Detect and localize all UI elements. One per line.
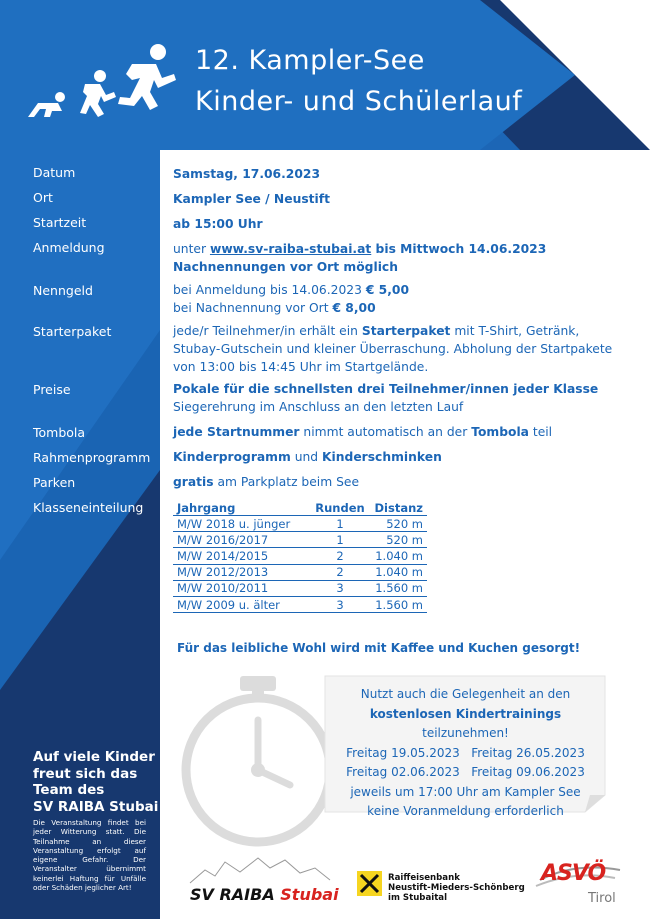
value-parken: gratis am Parkplatz beim See — [173, 475, 360, 489]
cell-runden: 1 — [311, 516, 369, 532]
value-startzeit: ab 15:00 Uhr — [173, 217, 263, 231]
training-headline: kostenlosen Kindertrainings teilzunehmen! — [369, 706, 562, 740]
title-line-2: Kinder- und Schülerlauf — [195, 86, 523, 117]
table-row — [173, 516, 427, 532]
cell-distanz: 1.560 m — [369, 596, 427, 612]
cell-jahrgang: M/W 2014/2015 — [173, 548, 311, 564]
value-preise: Pokale für die schnellsten drei Teilnehmer/innen jeder Klasse Siegerehrung im Anschluss an den letzten Lauf — [173, 382, 599, 414]
cell-jahrgang: M/W 2009 u. älter — [173, 596, 311, 612]
value-tombola: jede Startnummer nimmt automatisch an der Tombola teil — [173, 425, 553, 439]
raiffeisenbank-logo: Raiffeisenbank Neustift-Mieders-Schönberg im Stubaital — [388, 873, 525, 903]
cell-distanz: 1.560 m — [369, 580, 427, 596]
value-rahmenprogramm: Kinderprogramm und Kinderschminken — [173, 450, 442, 464]
cell-runden: 2 — [311, 564, 369, 580]
cell-jahrgang: M/W 2016/2017 — [173, 532, 311, 548]
team-greeting: Auf viele Kinder freut sich das Team des SV RAIBA Stubai! — [33, 749, 165, 815]
value-datum: Samstag, 17.06.2023 — [173, 167, 321, 181]
label-anmeldung: Anmeldung — [33, 240, 105, 255]
label-startzeit: Startzeit — [33, 215, 87, 230]
value-starterpaket: jede/r Teilnehmer/in erhält ein Starterpaket mit T-Shirt, Getränk, Stubay-Gutschein und kleiner Überraschung. Abholung der Startpakete von 13:00 bis 14:45 Uhr im Startgelände. — [173, 324, 613, 374]
training-no-registration: keine Voranmeldung erforderlich — [367, 804, 564, 818]
cell-runden: 3 — [311, 580, 369, 596]
table-row — [173, 596, 427, 612]
training-dates-1: Freitag 19.05.2023 Freitag 26.05.2023 — [346, 745, 585, 760]
cell-runden: 3 — [311, 596, 369, 612]
sv-raiba-stubai-logo: SV RAIBA Stubai — [190, 885, 339, 904]
label-tombola: Tombola — [33, 425, 86, 440]
label-rahmenprogramm: Rahmenprogramm — [33, 450, 151, 465]
table-row — [173, 532, 427, 548]
registration-link[interactable]: www.sv-raiba-stubai.at — [209, 242, 372, 256]
label-parken: Parken — [33, 475, 76, 490]
cell-distanz: 520 m — [369, 532, 427, 548]
catering-note: Für das leibliche Wohl wird mit Kaffee und Kuchen gesorgt! — [177, 641, 581, 655]
col-jahrgang: Jahrgang — [173, 500, 311, 516]
table-row — [173, 548, 427, 564]
label-nenngeld: Nenngeld — [33, 283, 93, 298]
cell-distanz: 520 m — [369, 516, 427, 532]
label-starterpaket: Starterpaket — [33, 324, 112, 339]
table-row — [173, 580, 427, 596]
value-ort: Kampler See / Neustift — [173, 192, 330, 206]
label-datum: Datum — [33, 165, 76, 180]
cell-distanz: 1.040 m — [369, 548, 427, 564]
title-line-1: 12. Kampler-See — [195, 45, 425, 76]
cell-jahrgang: M/W 2018 u. jünger — [173, 516, 311, 532]
training-card — [333, 685, 598, 822]
table-row — [173, 564, 427, 580]
training-intro: Nutzt auch die Gelegenheit an den — [360, 687, 571, 701]
asvo-tirol-label: Tirol — [588, 891, 616, 906]
table-header-row — [173, 500, 427, 516]
cell-runden: 2 — [311, 548, 369, 564]
class-table — [173, 500, 427, 613]
training-time: jeweils um 17:00 Uhr am Kampler See — [350, 784, 581, 799]
training-dates-2: Freitag 02.06.2023 Freitag 09.06.2023 — [346, 765, 585, 779]
value-anmeldung: unter www.sv-raiba-stubai.at bis Mittwoch 14.06.2023 Nachnennungen vor Ort möglich — [173, 242, 547, 274]
label-preise: Preise — [33, 382, 71, 397]
cell-jahrgang: M/W 2012/2013 — [173, 564, 311, 580]
col-distanz: Distanz — [369, 500, 427, 516]
label-ort: Ort — [33, 190, 53, 205]
cell-distanz: 1.040 m — [369, 564, 427, 580]
col-runden: Runden — [311, 500, 369, 516]
label-klasseneinteilung: Klasseneinteilung — [33, 500, 144, 515]
cell-runden: 1 — [311, 532, 369, 548]
value-nenngeld: bei Anmeldung bis 14.06.2023 € 5,00 bei Nachnennung vor Ort € 8,00 — [173, 283, 410, 315]
disclaimer: Die Veranstaltung findet bei jeder Witterung statt. Die Teilnahme an dieser Veranstaltung erfolgt auf eigene Gefahr. Der Veranstalter übernimmt keinerlei Haftung für Unfälle oder Schäden jeglicher Art! — [33, 818, 146, 893]
cell-jahrgang: M/W 2010/2011 — [173, 580, 311, 596]
asvo-logo: ASVÖ — [541, 861, 606, 886]
